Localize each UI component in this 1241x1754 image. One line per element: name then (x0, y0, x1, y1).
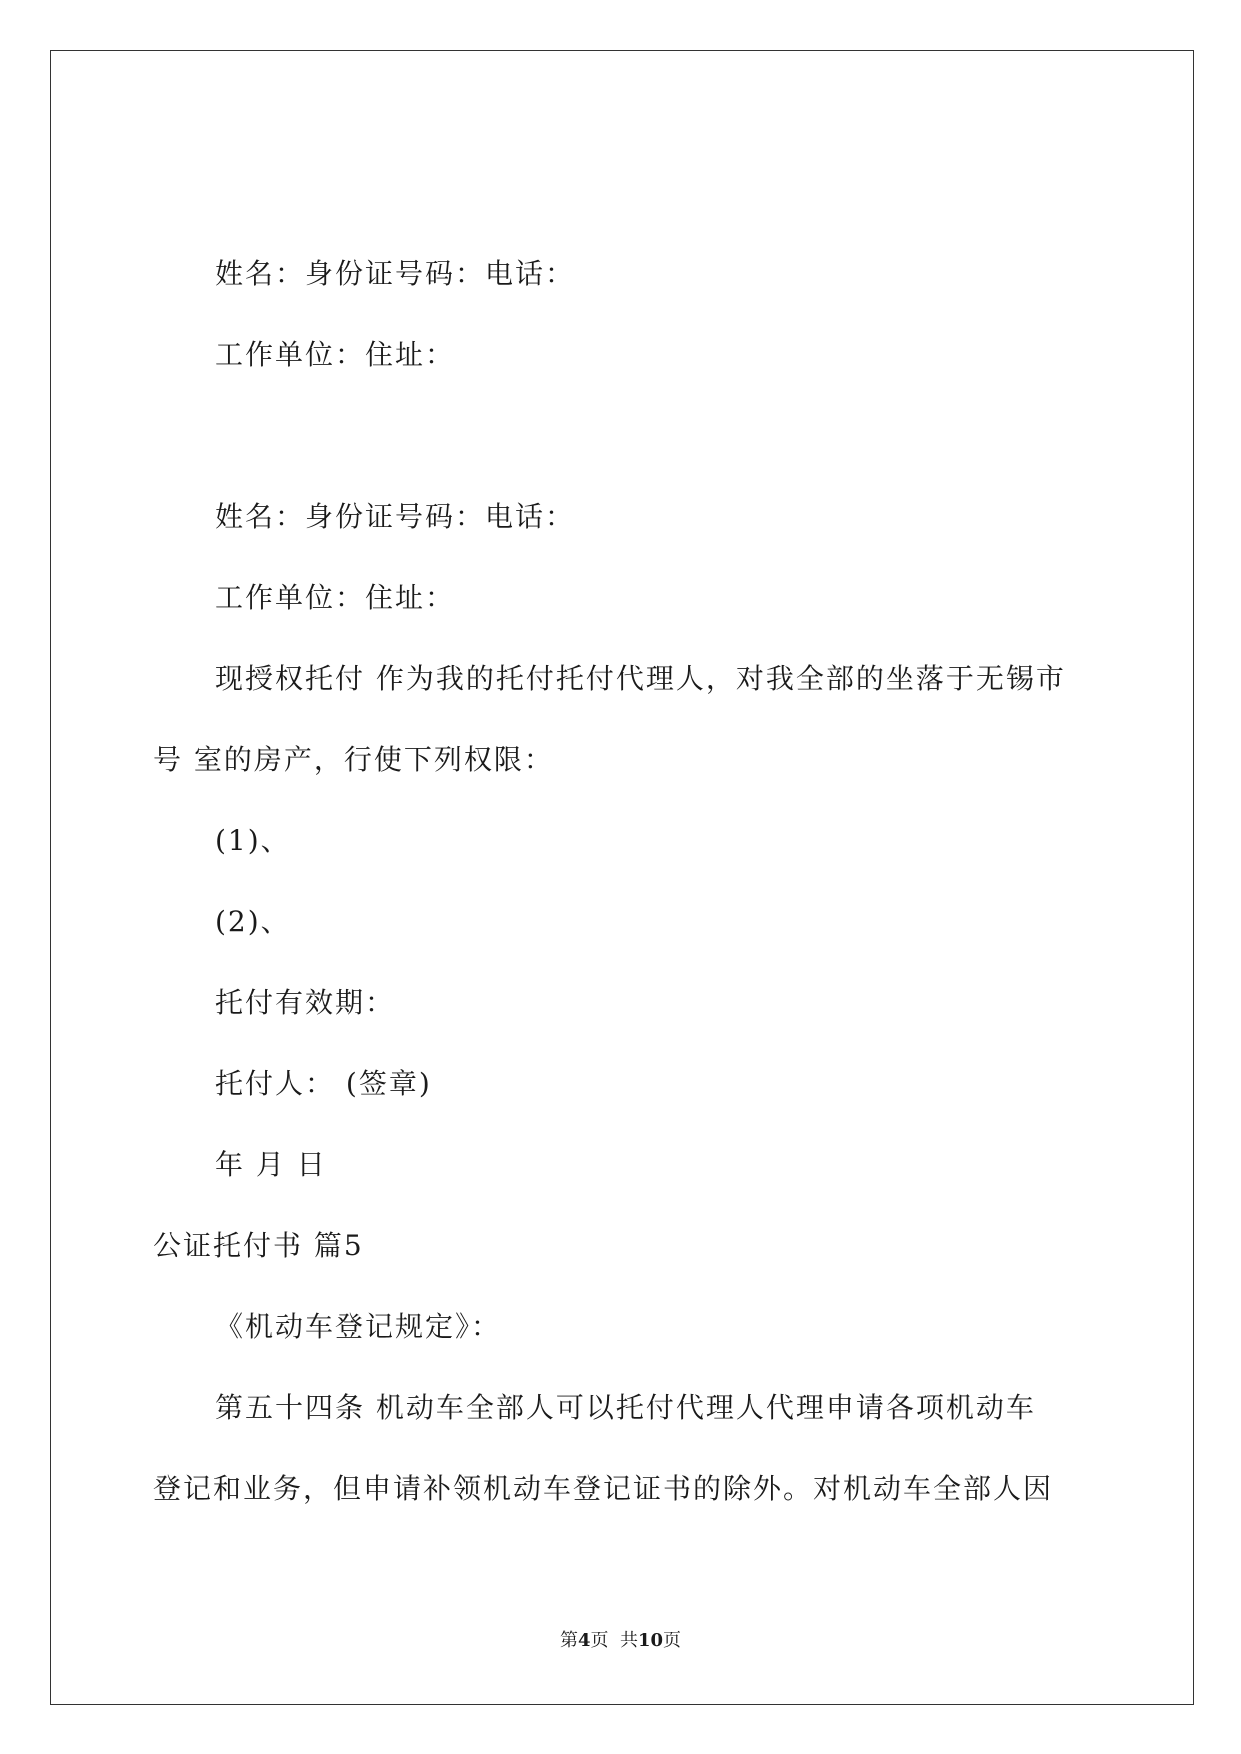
footer-current-page: 4 (577, 1630, 591, 1651)
text-line: 姓名：身份证号码：电话： (215, 257, 576, 290)
text-line: 工作单位：住址： (215, 581, 456, 614)
text-line: 托付有效期： (215, 986, 396, 1019)
section-heading: 公证托付书 篇5 (153, 1229, 364, 1262)
page-border (50, 50, 1194, 1705)
text-line: (1)、 (215, 824, 291, 857)
text-line: 姓名：身份证号码：电话： (215, 500, 576, 533)
text-line: 号 室的房产，行使下列权限： (153, 743, 554, 776)
text-line: 年 月 日 (215, 1148, 327, 1181)
footer-mid: 页 共 (590, 1630, 638, 1651)
footer-suffix: 页 (663, 1630, 682, 1651)
page-footer (0, 1629, 1241, 1653)
text-line: (2)、 (215, 905, 291, 938)
text-line: 现授权托付 作为我的托付托付代理人，对我全部的坐落于无锡市 (215, 662, 1066, 695)
text-line: 《机动车登记规定》： (215, 1310, 502, 1343)
footer-total-pages: 10 (637, 1630, 664, 1651)
text-line: 工作单位：住址： (215, 338, 456, 371)
text-line: 登记和业务，但申请补领机动车登记证书的除外。对机动车全部人因 (153, 1472, 1054, 1505)
footer-prefix: 第 (559, 1630, 578, 1651)
text-line: 托付人： (签章) (215, 1067, 432, 1100)
text-line: 第五十四条 机动车全部人可以托付代理人代理申请各项机动车 (215, 1391, 1036, 1424)
